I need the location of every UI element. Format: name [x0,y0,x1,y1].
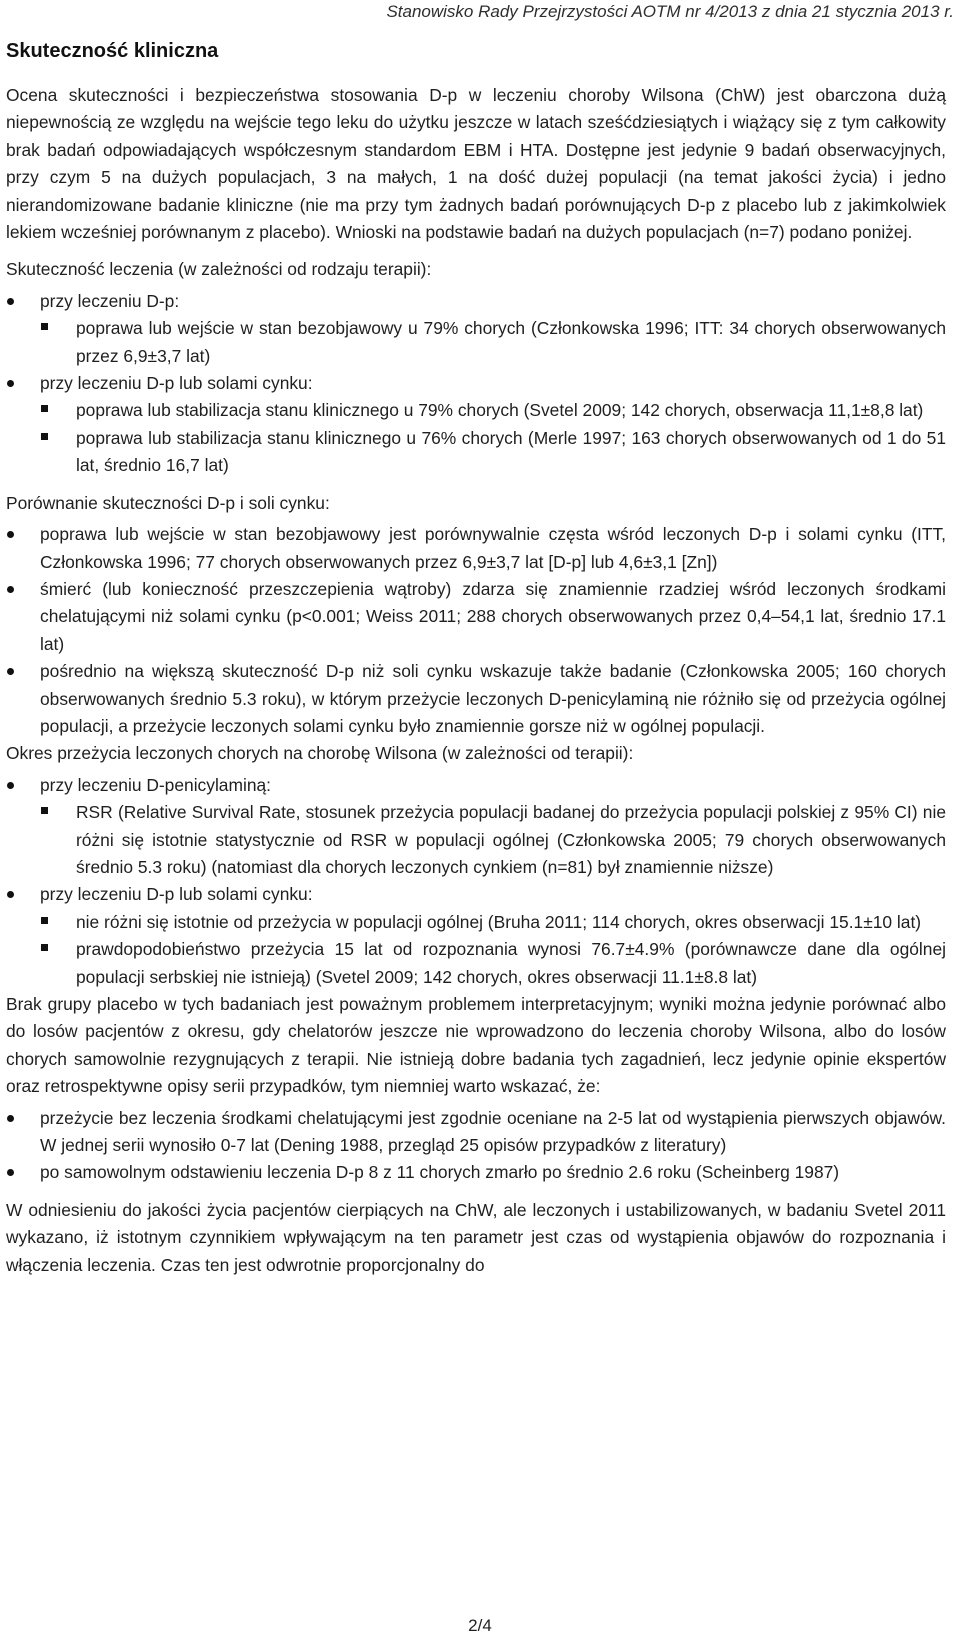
efficacy-lead: Skuteczność leczenia (w zależności od rodzaju terapii): [6,259,432,280]
comparison-lead: Porównanie skuteczności D-p i soli cynku: [6,492,330,513]
sub-list-item: prawdopodobieństwo przeżycia 15 lat od rozpoznania wynosi 76.7±4.9% (porównawcze dane dla ogólnej populacji serbskiej nie istnieją) (Svetel 2009; 142 chorych, okres obserwacji 11.1±8.8 lat) [6,936,946,991]
list-item-label: przy leczeniu D-p: [40,290,180,311]
list-item-label: przy leczeniu D-p lub solami cynku: [40,884,313,905]
sub-list-item: poprawa lub stabilizacja stanu klinicznego u 79% chorych (Svetel 2009; 142 chorych, obserwacja 11,1±8,8 lat) [6,397,946,424]
list-item: śmierć (lub konieczność przeszczepienia wątroby) zdarza się znamiennie rzadziej wśród leczonych środkami chelatującymi niż solami cynku (p<0.001; Weiss 2011; 288 chorych obserwowanych przez 0,4–54,1 lat, średnio 17.1 lat) [6,576,946,658]
list-item: poprawa lub wejście w stan bezobjawowy jest porównywalnie częsta wśród leczonych D-p i solami cynku (ITT, Członkowska 1996; 77 chorych obserwowanych przez 6,9±3,7 lat [D-p] lub 4,6±3,1 [Zn]) [6,521,946,576]
intro-paragraph: Ocena skuteczności i bezpieczeństwa stosowania D-p w leczeniu choroby Wilsona (ChW) jest obarczona dużą niepewnością ze względu na wejście tego leku do użytku jeszcze w latach sześćdziesiątych i wiążący się z tym całkowity brak badań odpowiadających współczesnym standardom EBM i HTA. Dostępne jest jedynie 9 badań obserwacyjnych, przy czym 5 na dużych populacjach, 3 na małych, 1 na dość dużej populacji (na temat jakości życia) i jedno nierandomizowane badanie kliniczne (nie ma przy tym żadnych badań porównujących D-p z placebo lub z jakimkolwiek lekiem wcześniej porównanym z placebo). Wnioski na podstawie badań na dużych populacjach (n=7) podano poniżej. [6,85,946,243]
list-item [6,370,946,480]
sub-list-item: poprawa lub stabilizacja stanu klinicznego u 76% chorych (Merle 1997; 163 chorych obserwowanych od 1 do 51 lat, średnio 16,7 lat) [6,425,946,480]
list-item: pośrednio na większą skuteczność D-p niż soli cynku wskazuje także badanie (Członkowska 2005; 160 chorych obserwowanych średnio 5.3 roku), w którym przeżycie leczonych D-penicylaminą nie różniło się od przeżycia ogólnej populacji, a przeżycie leczonych solami cynku było znamiennie gorsze niż w ogólnej populacji. [6,658,946,740]
survival-list [6,772,946,991]
list-item: po samowolnym odstawieniu leczenia D-p 8 z 11 chorych zmarło po średnio 2.6 roku (Scheinberg 1987) [6,1159,946,1186]
sub-list [40,799,946,881]
efficacy-list [6,288,946,480]
list-item-label: przy leczeniu D-penicylaminą: [40,774,272,795]
placebo-paragraph: Brak grupy placebo w tych badaniach jest poważnym problemem interpretacyjnym; wyniki można jedynie porównać albo do losów pacjentów z okresu, gdy chelatorów jeszcze nie wprowadzono do leczenia choroby Wilsona, albo do losów chorych samowolnie rezygnujących z terapii. Nie istnieją dobre badania tych zagadnień, lecz jedynie opinie ekspertów oraz retrospektywne opisy serii przypadków, tym niemniej warto wskazać, że: [6,994,946,1097]
list-item-label: przy leczeniu D-p lub solami cynku: [40,373,313,394]
placebo-list [6,1105,946,1187]
survival-lead: Okres przeżycia leczonych chorych na chorobę Wilsona (w zależności od terapii): [6,743,634,764]
page-header: Stanowisko Rady Przejrzystości AOTM nr 4/2013 z dnia 21 stycznia 2013 r. [386,2,954,21]
sub-list [40,397,946,479]
page-number: 2/4 [468,1616,492,1635]
quality-of-life-paragraph: W odniesieniu do jakości życia pacjentów cierpiących na ChW, ale leczonych i ustabilizowanych, w badaniu Svetel 2011 wykazano, iż istotnym czynnikiem wpływającym na ten parametr jest czas od wystąpienia objawów do rozpoznania i włączenia leczenia. Czas ten jest odwrotnie proporcjonalny do [6,1199,946,1275]
list-item [6,772,946,882]
comparison-list [6,521,946,740]
list-item [6,288,946,370]
list-item [6,881,946,991]
sub-list-item: RSR (Relative Survival Rate, stosunek przeżycia populacji badanej do przeżycia populacji polskiej z 95% CI) nie różni się istotnie statystycznie od RSR w populacji ogólnej (Członkowska 2005; 79 chorych obserwowanych średnio 5.3 roku) (natomiast dla chorych leczonych cynkiem (n=81) był znamiennie niższe) [6,799,946,881]
sub-list [40,909,946,991]
section-title: Skuteczność kliniczna [6,40,219,62]
document-body [6,82,946,1289]
sub-list-item: poprawa lub wejście w stan bezobjawowy u 79% chorych (Członkowska 1996; ITT: 34 chorych obserwowanych przez 6,9±3,7 lat) [6,315,946,370]
sub-list [40,315,946,370]
sub-list-item: nie różni się istotnie od przeżycia w populacji ogólnej (Bruha 2011; 114 chorych, okres obserwacji 15.1±10 lat) [6,909,946,936]
list-item: przeżycie bez leczenia środkami chelatującymi jest zgodnie oceniane na 2-5 lat od wystąpienia pierwszych objawów. W jednej serii wynosiło 0-7 lat (Dening 1988, przegląd 25 opisów przypadków z literatury) [6,1105,946,1160]
